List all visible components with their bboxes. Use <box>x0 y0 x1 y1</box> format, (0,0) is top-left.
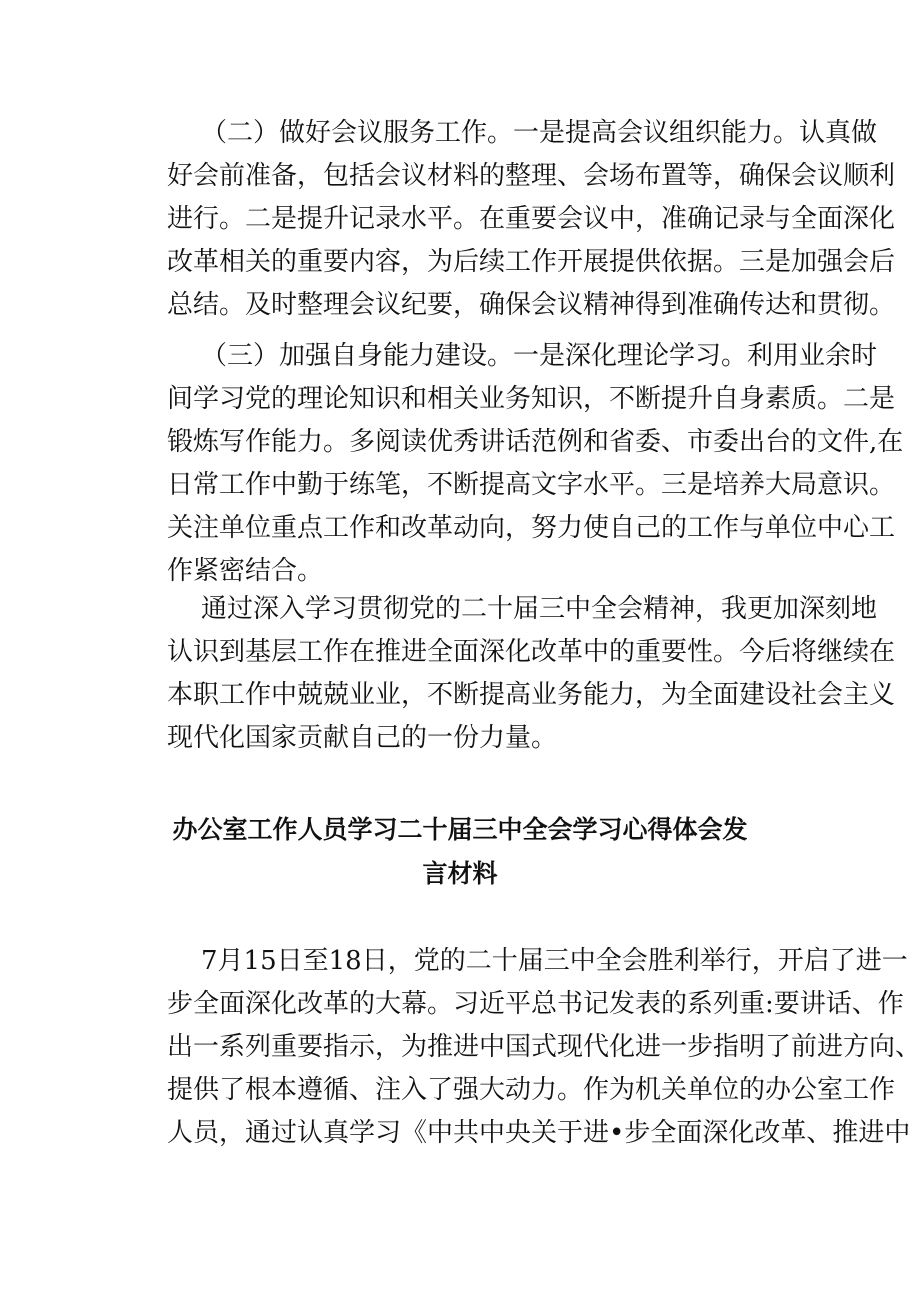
paragraph-line: 人员，通过认真学习《中共中央关于进•步全面深化改革、推进中 <box>167 1118 911 1148</box>
paragraph-capacity-building <box>167 335 904 593</box>
paragraph-introduction <box>167 940 921 1155</box>
paragraph-line: 步全面深化改革的大幕。习近平总书记发表的系列重:要讲话、作 <box>167 989 904 1019</box>
paragraph-line: 出一系列重要指示，为推进中国式现代化进一步指明了前进方向、 <box>167 1032 921 1062</box>
paragraph-line: 提供了根本遵循、注入了强大动力。作为机关单位的办公室工作 <box>167 1075 896 1105</box>
paragraph-line: 现代化国家贡献自己的一份力量。 <box>167 723 558 753</box>
paragraph-line: 通过深入学习贯彻党的二十届三中全会精神，我更加深刻地 <box>201 594 878 624</box>
paragraph-meeting-service <box>167 112 896 327</box>
paragraph-line: 改革相关的重要内容，为后续工作开展提供依据。三是加强会后 <box>167 247 896 277</box>
paragraph-line: 作紧密结合。 <box>167 556 324 586</box>
paragraph-line: 认识到基层工作在推进全面深化改革中的重要性。今后将继续在 <box>167 637 896 667</box>
paragraph-line: 总结。及时整理会议纪要，确保会议精神得到准确传达和贯彻。 <box>167 290 896 320</box>
paragraph-conclusion <box>167 588 896 760</box>
paragraph-line: 日常工作中勤于练笔，不断提高文字水平。三是培养大局意识。 <box>167 470 896 500</box>
paragraph-line: 关注单位重点工作和改革动向，努力使自己的工作与单位中心工 <box>167 513 896 543</box>
paragraph-line: 本职工作中兢兢业业，不断提高业务能力，为全面建设社会主义 <box>167 680 896 710</box>
document-title-line-1: 办公室工作人员学习二十届三中全会学习心得体会发 <box>172 815 748 844</box>
paragraph-line: 锻炼写作能力。多阅读优秀讲话范例和省委、市委出台的文件,在 <box>167 427 904 457</box>
paragraph-line: 7月15日至18日，党的二十届三中全会胜利举行，开启了进一 <box>201 946 908 976</box>
paragraph-line: （二）做好会议服务工作。一是提高会议组织能力。认真做 <box>201 118 878 148</box>
paragraph-line: （三）加强自身能力建设。一是深化理论学习。利用业余时 <box>201 341 878 371</box>
paragraph-line: 好会前准备，包括会议材料的整理、会场布置等，确保会议顺利 <box>167 161 896 191</box>
paragraph-line: 进行。二是提升记录水平。在重要会议中，准确记录与全面深化 <box>167 204 896 234</box>
paragraph-line: 间学习党的理论知识和相关业务知识，不断提升自身素质。二是 <box>167 384 896 414</box>
document-title-line-2: 言材料 <box>422 859 498 888</box>
